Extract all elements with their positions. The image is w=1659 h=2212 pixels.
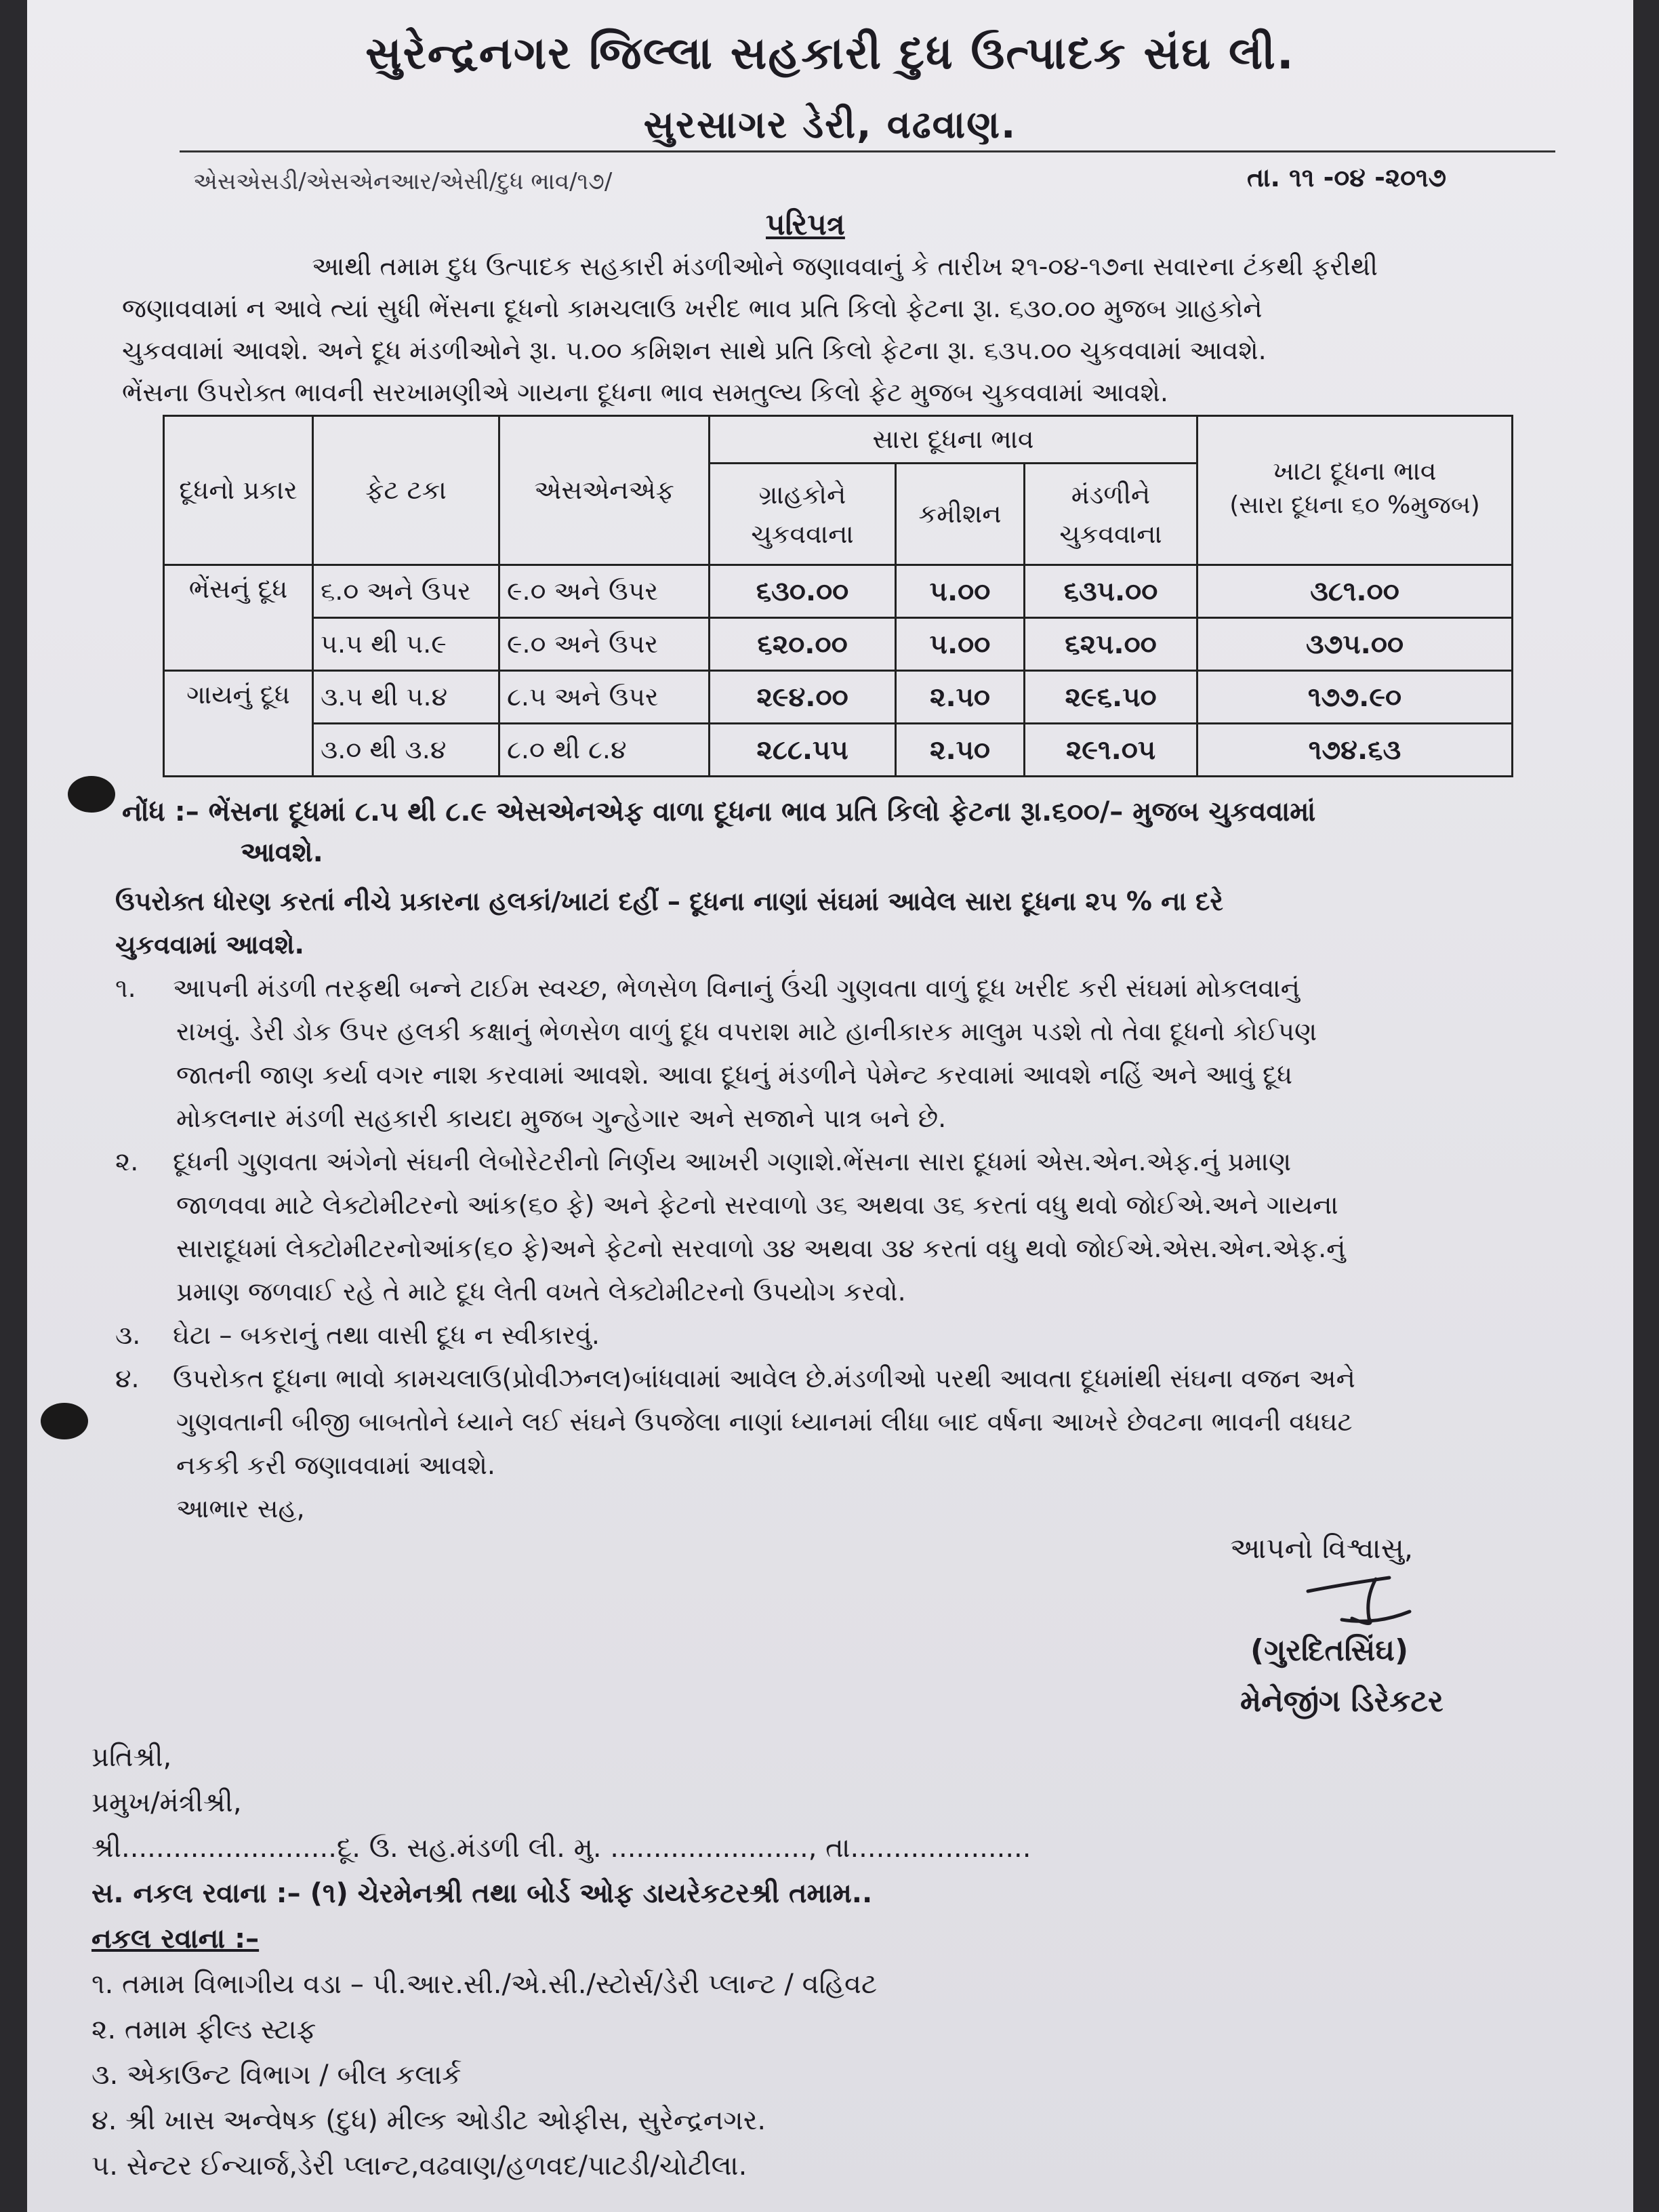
copy-item: ૧. તમામ વિભાગીય વડા – પી.આર.સી./એ.સી./સ્ટોર્સ/ડેરી પ્લાન્ટ / વહિવટ bbox=[91, 1969, 878, 2000]
cell-commission: ૫.૦૦ bbox=[896, 618, 1025, 671]
punch-hole bbox=[68, 776, 115, 813]
sour-milk-label: ખાટા દૂધના ભાવ bbox=[1273, 456, 1437, 486]
circular-date: તા. ૧૧ -૦૪ -૨૦૧૭ bbox=[1247, 163, 1447, 192]
sour-paragraph-line: ઉપરોક્ત ધોરણ કરતાં નીચે પ્રકારના હલકાં/ખાટાં દહીં – દૂધના નાણાં સંઘમાં આવેલ સારા દૂધના ૨૫ % ના દરે bbox=[115, 886, 1223, 916]
cell-society: ૬૩૫.૦૦ bbox=[1025, 565, 1197, 618]
cell-customer: ૬૨૦.૦૦ bbox=[710, 618, 896, 671]
intro-paragraph bbox=[122, 245, 1545, 413]
copy-item: ૩. એકાઉન્ટ વિભાગ / બીલ કલાર્ક bbox=[91, 2060, 462, 2091]
cell-commission: ૨.૫૦ bbox=[896, 724, 1025, 777]
item-number: ૧. bbox=[115, 973, 136, 1003]
cell-sour: ૧૭૭.૯૦ bbox=[1197, 671, 1513, 724]
copy-item: ૨. તમામ ફીલ્ડ સ્ટાફ bbox=[91, 2014, 316, 2045]
item-line: દૂધની ગુણવતા અંગેનો સંઘની લેબોરેટરીનો નિર્ણય આખરી ગણાશે.ભેંસના સારા દૂધમાં એસ.એન.એફ.નું પ્રમાણ bbox=[173, 1147, 1292, 1176]
list-item bbox=[115, 966, 1565, 1010]
cell-fat: ૩.૦ થી ૩.૪ bbox=[313, 724, 499, 777]
group-cow: ગાયનું દૂધ bbox=[164, 671, 313, 777]
note-section bbox=[122, 792, 1315, 873]
table-row bbox=[164, 724, 1513, 777]
header-milk-type: દૂધનો પ્રકાર bbox=[164, 416, 313, 565]
sour-milk-note: (સારા દૂધના ૬૦ %મુજબ) bbox=[1229, 491, 1480, 519]
header-commission: કમીશન bbox=[896, 464, 1025, 565]
sour-paragraph-line: ચુકવવામાં આવશે. bbox=[115, 930, 304, 960]
cell-commission: ૫.૦૦ bbox=[896, 565, 1025, 618]
item-line: આપની મંડળી તરફથી બન્ને ટાઈમ સ્વચ્છ, ભેળસેળ વિનાનું ઉંચી ગુણવતા વાળું દૂધ ખરીદ કરી સંઘમાં મોકલવાનું bbox=[173, 973, 1300, 1003]
signatory-designation: મેનેજીંગ ડિરેકટર bbox=[1240, 1684, 1443, 1719]
header-rule bbox=[180, 150, 1555, 152]
signature-mark bbox=[1301, 1571, 1416, 1632]
cell-customer: ૨૯૪.૦૦ bbox=[710, 671, 896, 724]
cell-fat: ૫.૫ થી ૫.૯ bbox=[313, 618, 499, 671]
group-buffalo: ભેંસનું દૂધ bbox=[164, 565, 313, 671]
item-line: જાતની જાણ કર્યા વગર નાશ કરવામાં આવશે. આવા દૂધનું મંડળીને પેમેન્ટ કરવામાં આવશે નહિં અને આવું દૂધ bbox=[176, 1060, 1293, 1090]
intro-line: જણાવવામાં ન આવે ત્યાં સુધી ભેંસના દૂધનો કામચલાઉ ખરીદ ભાવ પ્રતિ કિલો ફેટના રૂા. ૬૩૦.૦૦ મુજબ ગ્રાહકોને bbox=[122, 293, 1263, 323]
intro-line: આથી તમામ દુધ ઉત્પાદક સહકારી મંડળીઓને જણાવવાનું કે તારીખ ૨૧-૦૪-૧૭ના સવારના ટંકથી ફરીથી bbox=[312, 251, 1378, 281]
item-line: પ્રમાણ જળવાઈ રહે તે માટે દૂધ લેતી વખતે લેક્ટોમીટરનો ઉપયોગ કરવો. bbox=[176, 1277, 906, 1307]
header-fat: ફેટ ટકા bbox=[313, 416, 499, 565]
cell-sour: ૩૮૧.૦૦ bbox=[1197, 565, 1513, 618]
item-line: ઉપરોકત દૂધના ભાવો કામચલાઉ(પ્રોવીઝનલ)બાંધવામાં આવેલ છે.મંડળીઓ પરથી આવતા દૂધમાંથી સંઘના વજન અને bbox=[173, 1364, 1355, 1393]
copy-heading: નકલ રવાના :– bbox=[91, 1923, 260, 1954]
cell-society: ૬૨૫.૦૦ bbox=[1025, 618, 1197, 671]
thanks-text: આભાર સહ, bbox=[176, 1494, 305, 1523]
item-line: ગુણવતાની બીજી બાબતોને ધ્યાને લઈ સંઘને ઉપજેલા નાણાં ધ્યાનમાં લીધા બાદ વર્ષના આખરે છેવટના ભાવની વધઘટ bbox=[176, 1407, 1353, 1437]
punch-hole bbox=[41, 1403, 88, 1439]
cell-snf: ૮.૦ થી ૮.૪ bbox=[499, 724, 710, 777]
circular-body bbox=[115, 880, 1565, 1530]
item-line: રાખવું. ડેરી ડોક ઉપર હલકી કક્ષાનું ભેળસેળ વાળું દૂધ વપરાશ માટે હાનીકારક માલુમ પડશે તો તેવા દૂધનો કોઈપણ bbox=[176, 1017, 1317, 1046]
item-line: ઘેટા – બકરાનું તથા વાસી દૂધ ન સ્વીકારવું. bbox=[173, 1320, 600, 1350]
cell-fat: ૩.૫ થી ૫.૪ bbox=[313, 671, 499, 724]
signatory-name: (ગુરદિતસિંઘ) bbox=[1250, 1633, 1409, 1668]
item-line: સારાદૂધમાં લેક્ટોમીટરનોઆંક(૬૦ ફે)અને ફેટનો સરવાળો ૩૪ અથવા ૩૪ કરતાં વધુ થવો જોઈએ.એસ.એન.એફ.નું bbox=[176, 1233, 1346, 1263]
item-number: ૩. bbox=[115, 1320, 141, 1350]
header-sour-milk bbox=[1197, 416, 1513, 565]
address-line: શ્રી.........................દૂ. ઉ. સહ.મંડળી લી. મુ. ......................., તા..................... bbox=[91, 1832, 1031, 1864]
list-item bbox=[115, 1357, 1565, 1400]
cell-snf: ૯.૦ અને ઉપર bbox=[499, 618, 710, 671]
header-snf: એસએનએફ bbox=[499, 416, 710, 565]
closing-text: આપનો વિશ્વાસુ, bbox=[1230, 1532, 1414, 1565]
organization-name: સુરેન્દ્રનગર જિલ્લા સહકારી દુધ ઉત્પાદક સંઘ લી. bbox=[365, 27, 1295, 79]
circular-document bbox=[27, 0, 1633, 2212]
item-line: જાળવવા માટે લેક્ટોમીટરનો આંક(૬૦ ફે) અને ફેટનો સરવાળો ૩૬ અથવા ૩૬ કરતાં વધુ થવો જોઈએ.અને ગાયના bbox=[176, 1190, 1338, 1220]
cell-society: ૨૯૬.૫૦ bbox=[1025, 671, 1197, 724]
table-row bbox=[164, 565, 1513, 618]
cell-sour: ૧૭૪.૬૩ bbox=[1197, 724, 1513, 777]
note-line: નોંધ :– ભેંસના દૂધમાં ૮.૫ થી ૮.૯ એસએનએફ વાળા દૂધના ભાવ પ્રતિ કિલો ફેટના રૂા.૬૦૦/– મુજબ ચુકવવામાં bbox=[122, 796, 1316, 827]
cell-society: ૨૯૧.૦૫ bbox=[1025, 724, 1197, 777]
addressee-title: પ્રમુખ/મંત્રીશ્રી, bbox=[91, 1787, 242, 1818]
addressee: પ્રતિશ્રી, bbox=[91, 1742, 172, 1773]
item-line: મોકલનાર મંડળી સહકારી કાયદા મુજબ ગુન્હેગાર અને સજાને પાત્ર બને છે. bbox=[176, 1103, 947, 1133]
note-line: આવશે. bbox=[241, 837, 323, 868]
list-item bbox=[115, 1140, 1565, 1183]
address-section bbox=[91, 1735, 1031, 2189]
copy-forward-line: સ. નકલ રવાના :– (૧) ચેરમેનશ્રી તથા બોર્ડ ઓફ ડાયરેકટરશ્રી તમામ.. bbox=[91, 1878, 873, 1909]
milk-rate-table bbox=[163, 415, 1513, 777]
item-number: ૨. bbox=[115, 1147, 139, 1176]
cell-sour: ૩૭૫.૦૦ bbox=[1197, 618, 1513, 671]
cell-customer: ૬૩૦.૦૦ bbox=[710, 565, 896, 618]
cell-snf: ૮.૫ અને ઉપર bbox=[499, 671, 710, 724]
header-customer: ગ્રાહકોને ચુકવવાના bbox=[710, 464, 896, 565]
cell-commission: ૨.૫૦ bbox=[896, 671, 1025, 724]
table-row bbox=[164, 618, 1513, 671]
cell-snf: ૯.૦ અને ઉપર bbox=[499, 565, 710, 618]
copy-item: ૫. સેન્ટર ઈન્ચાર્જ,ડેરી પ્લાન્ટ,વઢવાણ/હળવદ/પાટડી/ચોટીલા. bbox=[91, 2150, 747, 2182]
dairy-name: સુરસાગર ડેરી, વઢવાણ. bbox=[643, 103, 1017, 147]
intro-line: ચુકવવામાં આવશે. અને દૂધ મંડળીઓને રૂા. ૫.૦૦ કમિશન સાથે પ્રતિ કિલો ફેટના રૂા. ૬૩૫.૦૦ ચુકવવામાં આવશે. bbox=[122, 335, 1267, 365]
circular-title: પરિપત્ર bbox=[766, 207, 845, 242]
cell-fat: ૬.૦ અને ઉપર bbox=[313, 565, 499, 618]
item-number: ૪. bbox=[115, 1364, 140, 1393]
table-row bbox=[164, 671, 1513, 724]
copy-item: ૪. શ્રી ખાસ અન્વેષક (દુધ) મીલ્ક ઓડીટ ઓફીસ, સુરેન્દ્રનગર. bbox=[91, 2105, 766, 2136]
header-good-milk: સારા દૂધના ભાવ bbox=[710, 416, 1197, 464]
cell-customer: ૨૮૮.૫૫ bbox=[710, 724, 896, 777]
list-item bbox=[115, 1313, 1565, 1357]
header-society: મંડળીને ચુકવવાના bbox=[1025, 464, 1197, 565]
reference-number: એસએસડી/એસએનઆર/એસી/દુધ ભાવ/૧૭/ bbox=[193, 168, 613, 195]
intro-line: ભેંસના ઉપરોક્ત ભાવની સરખામણીએ ગાયના દૂધના ભાવ સમતુલ્ય કિલો ફેટ મુજબ ચુકવવામાં આવશે. bbox=[122, 377, 1168, 407]
item-line: નકકી કરી જણાવવામાં આવશે. bbox=[176, 1450, 495, 1480]
